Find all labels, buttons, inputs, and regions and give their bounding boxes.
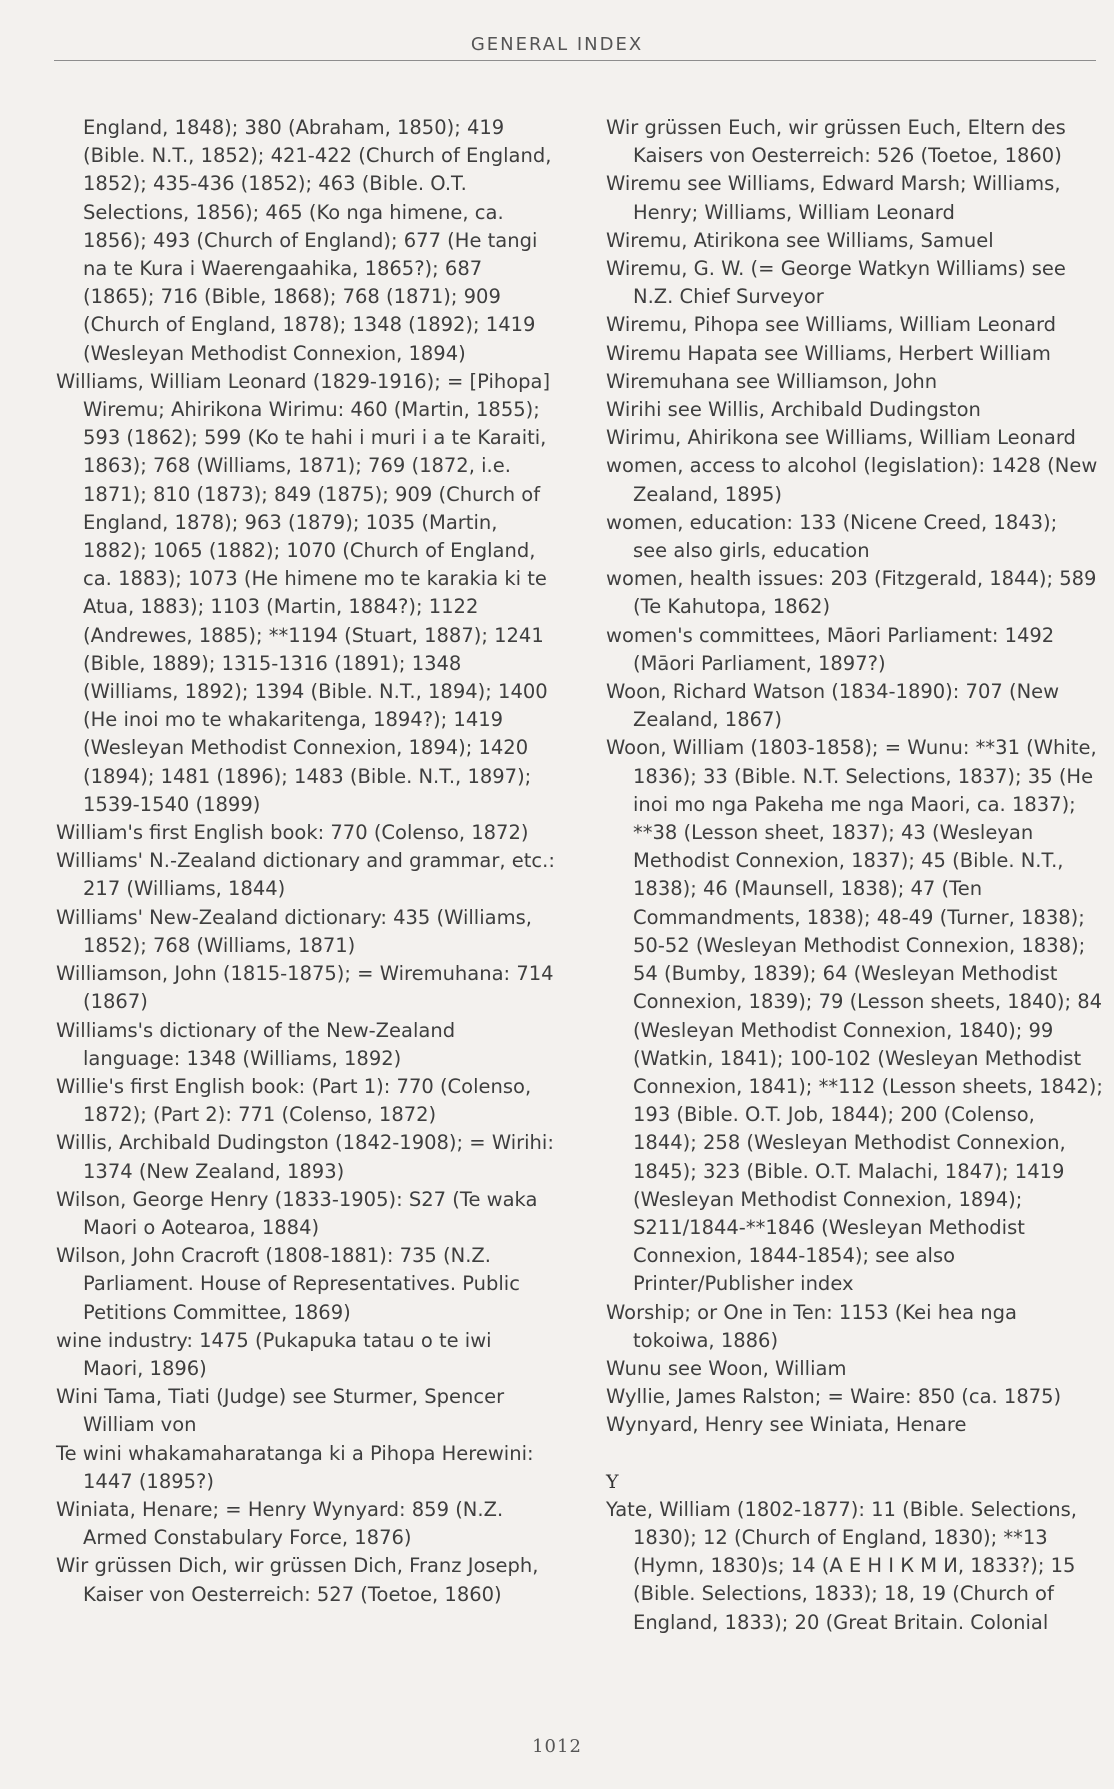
index-entry: Willis, Archibald Dudingston (1842-1908); = Wirihi: 1374 (New Zealand, 1893): [56, 1131, 554, 1183]
index-entry: William's first English book: 770 (Colenso, 1872): [56, 821, 529, 845]
index-entry: Wyllie, James Ralston; = Waire: 850 (ca. 1875): [606, 1385, 1062, 1409]
index-entry: Winiata, Henare; = Henry Wynyard: 859 (N.Z. Armed Constabulary Force, 1876): [56, 1497, 504, 1550]
index-entry: women's committees, Māori Parliament: 1492 (Māori Parliament, 1897?): [606, 623, 1055, 675]
index-entry: Worship; or One in Ten: 1153 (Kei hea nga tokoiwa, 1886): [606, 1300, 1017, 1352]
index-entry: women, access to alcohol (legislation): 1428 (New Zealand, 1895): [606, 454, 1098, 506]
index-entry: Wiremuhana see Williamson, John: [606, 369, 938, 393]
page-number: 1012: [532, 1736, 582, 1757]
index-entry: wine industry: 1475 (Pukapuka tatau o te iwi Maori, 1896): [56, 1328, 492, 1380]
running-head: GENERAL INDEX: [470, 34, 644, 55]
index-entry: Woon, Richard Watson (1834-1890): 707 (New Zealand, 1867): [606, 680, 1060, 732]
index-entry: Williams's dictionary of the New-Zealand language: 1348 (Williams, 1892): [56, 1018, 456, 1070]
index-entry: Wini Tama, Tiati (Judge) see Sturmer, Spencer William von: [56, 1385, 505, 1437]
section-letter-heading: Y: [606, 1470, 619, 1493]
index-entry: Wilson, John Cracroft (1808-1881): 735 (N.Z. Parliament. House of Representatives. Public Petitions Committee, 1869): [56, 1244, 520, 1324]
index-entry: Wiremu see Williams, Edward Marsh; Williams, Henry; Williams, William Leonard: [606, 172, 1061, 224]
index-entry: Wiremu, G. W. (= George Watkyn Williams) see N.Z. Chief Surveyor: [606, 257, 1066, 309]
index-entry: women, health issues: 203 (Fitzgerald, 1844); 589 (Te Kahutopa, 1862): [606, 567, 1097, 619]
index-entry: Wirihi see Willis, Archibald Dudingston: [606, 398, 981, 422]
index-entry: Woon, William (1803-1858); = Wunu: **31 (White, 1836); 33 (Bible. N.T. Selections, 1837); 35 (He inoi mo nga Pakeha me nga Maori, ca. 1837); **38 (Lesson sheet, 1837); 43 (Wesleyan Methodist Connexion, 1837); 45 (Bible. N.T., 1838); 46 (Maunsell, 1838); 47 (Ten Commandments, 1838); 48-49 (Turner, 1838); 50-52 (Wesleyan Methodist Connexion, 1838); 54 (Bumby, 1839); 64 (Wesleyan Methodist Connexion, 1839); 79 (Lesson sheets, 1840); 84 (Wesleyan Methodist Connexion, 1840); 99 (Watkin, 1841); 100-102 (Wesleyan Methodist Connexion, 1841); **112 (Lesson sheets, 1842); 193 (Bible. O.T. Job, 1844); 200 (Colenso, 1844); 258 (Wesleyan Methodist Connexion, 1845); 323 (Bible. O.T. Malachi, 1847); 1419 (Wesleyan Methodist Connexion, 1894); S211/1844-**1846 (Wesleyan Methodist Connexion, 1844-1854); see also Printer/Publisher index: [606, 736, 1103, 1296]
index-entry: Williams, William Leonard (1829-1916); = [Pihopa] Wiremu; Ahirikona Wirimu: 460 (Martin, 1855); 593 (1862); 599 (Ko te hahi i muri i a te Karaiti, 1863); 768 (Williams, 1871); 769 (1872, i.e. 1871); 810 (1873); 849 (1875); 909 (Church of England, 1878); 963 (1879); 1035 (Martin, 1882); 1065 (1882); 1070 (Church of England, ca. 1883); 1073 (He himene mo te karakia ki te Atua, 1883); 1103 (Martin, 1884?); 1122 (Andrewes, 1885); **1194 (Stuart, 1887); 1241 (Bible, 1889); 1315-1316 (1891); 1348 (Williams, 1892); 1394 (Bible. N.T., 1894); 1400 (He inoi mo te whakaritenga, 1894?); 1419 (Wesleyan Methodist Connexion, 1894); 1420 (1894); 1481 (1896); 1483 (Bible. N.T., 1897); 1539-1540 (1899): [56, 369, 551, 816]
index-entry: Wunu see Woon, William: [606, 1356, 847, 1380]
right-column: [606, 114, 1104, 1637]
index-entry: Wilson, George Henry (1833-1905): S27 (Te waka Maori o Aotearoa, 1884): [56, 1187, 538, 1239]
index-entry: England, 1848); 380 (Abraham, 1850); 419 (Bible. N.T., 1852); 421-422 (Church of England, 1852); 435-436 (1852); 463 (Bible. O.T. Selections, 1856); 465 (Ko nga himene, ca. 1856); 493 (Church of England); 677 (He tangi na te Kura i Waerengaahika, 1865?); 687 (1865); 716 (Bible, 1868); 768 (1871); 909 (Church of England, 1878); 1348 (1892); 1419 (Wesleyan Methodist Connexion, 1894): [83, 116, 552, 365]
index-entry: Williams' N.-Zealand dictionary and grammar, etc.: 217 (Williams, 1844): [56, 849, 555, 901]
header-rule: [54, 60, 1096, 61]
index-entry: Te wini whakamaharatanga ki a Pihopa Herewini: 1447 (1895?): [56, 1441, 534, 1493]
index-entry: Williamson, John (1815-1875); = Wiremuhana: 714 (1867): [56, 962, 554, 1014]
index-entry: Yate, William (1802-1877): 11 (Bible. Selections, 1830); 12 (Church of England, 1830); **13 (Hymn, 1830)s; 14 (А Е Н І К М И, 1833?); 15 (Bible. Selections, 1833); 18, 19 (Church of England, 1833); 20 (Great Britain. Colonial: [606, 1497, 1077, 1634]
index-entry: Wirimu, Ahirikona see Williams, William Leonard: [606, 426, 1076, 450]
index-entry: women, education: 133 (Nicene Creed, 1843);: [606, 510, 1058, 534]
left-column: [56, 114, 556, 1609]
index-entry: Wynyard, Henry see Winiata, Henare: [606, 1413, 967, 1437]
index-entry: Willie's first English book: (Part 1): 770 (Colenso, 1872); (Part 2): 771 (Colenso, 1872): [56, 1074, 532, 1127]
index-entry: Wiremu Hapata see Williams, Herbert William: [606, 341, 1051, 365]
index-entry-continuation: see also girls, education: [633, 539, 870, 563]
index-entry: Wiremu, Atirikona see Williams, Samuel: [606, 228, 994, 252]
index-entry: Williams' New-Zealand dictionary: 435 (Williams, 1852); 768 (Williams, 1871): [56, 905, 532, 957]
index-entry: Wir grüssen Euch, wir grüssen Euch, Eltern des Kaisers von Oesterreich: 526 (Toetoe, 1860): [606, 116, 1066, 168]
index-entry: Wir grüssen Dich, wir grüssen Dich, Franz Joseph, Kaiser von Oesterreich: 527 (Toetoe, 1860): [56, 1554, 539, 1606]
index-entry: Wiremu, Pihopa see Williams, William Leonard: [606, 313, 1057, 337]
